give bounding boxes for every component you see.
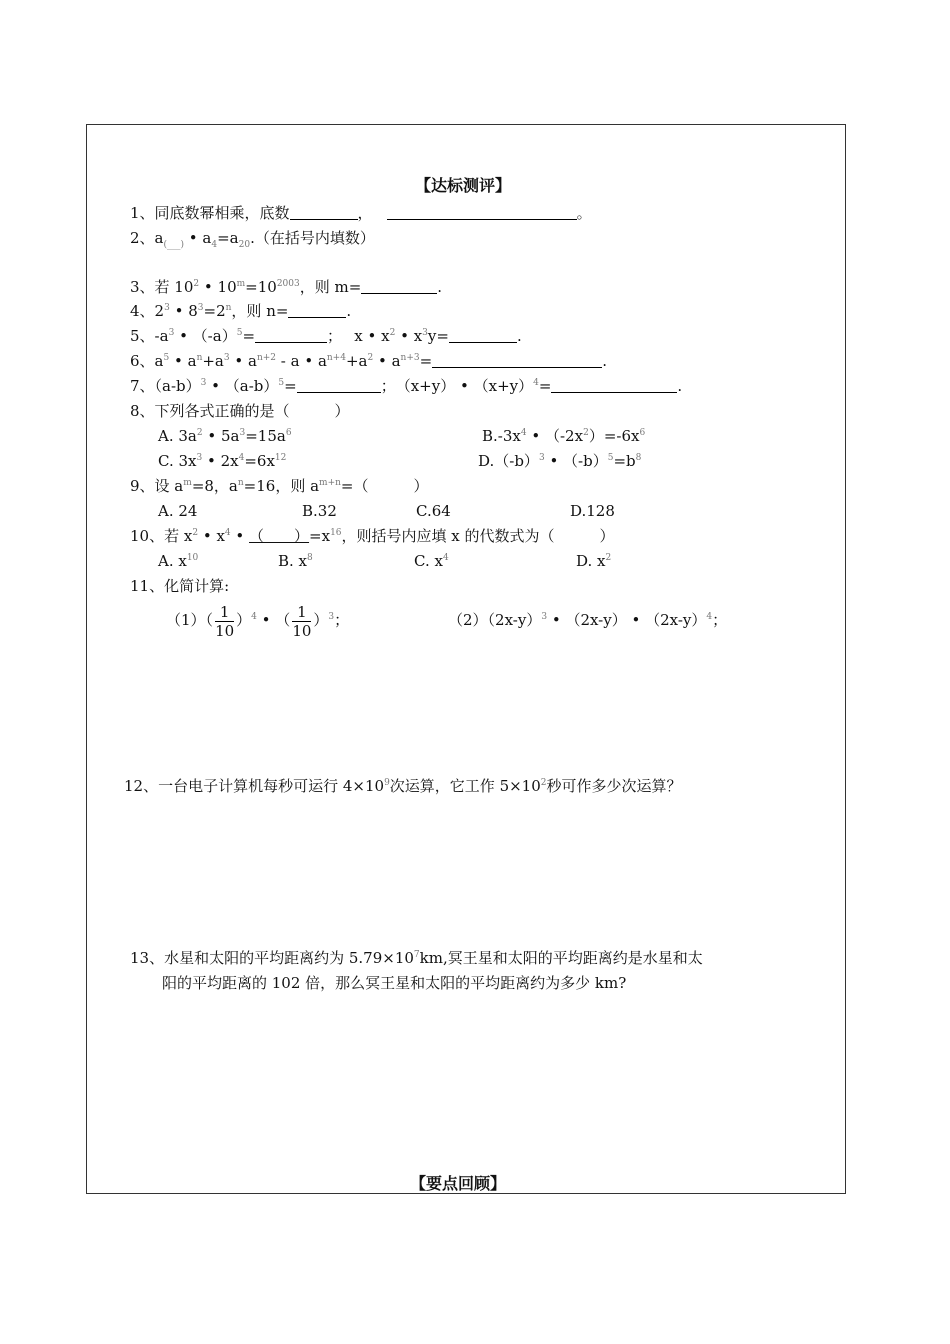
answer-blank[interactable] bbox=[387, 204, 577, 220]
question-3: 3、若 $10^2$ • $10^m=10^{2003}$，则 m= . bbox=[130, 278, 443, 296]
question-6: 6、$a^5$ • $a^n+a^3$ • $a^{n+2}$ - a • $a^{n+4}+a^2$ • $a^{n+3}=$ . bbox=[130, 352, 607, 370]
answer-blank[interactable]: （ ） bbox=[249, 527, 310, 545]
option-10c[interactable]: C. $x^4$ bbox=[414, 552, 449, 570]
option-9c[interactable]: C.64 bbox=[416, 502, 451, 520]
question-4: 4、$2^3$ • $8^3=2^n$，则 n= . bbox=[130, 302, 352, 320]
option-9a[interactable]: A. 24 bbox=[158, 502, 198, 520]
question-11-stem: 11、化简计算: bbox=[130, 577, 230, 595]
answer-blank[interactable] bbox=[551, 377, 677, 393]
question-13-line-2: 阳的平均距离的 102 倍，那么冥王星和太阳的平均距离约为多少 km? bbox=[162, 974, 627, 992]
answer-blank[interactable] bbox=[432, 352, 602, 368]
option-8a[interactable]: A. $3a^2$ • $5a^3=15a^6$ bbox=[158, 427, 292, 445]
option-8d[interactable]: $D.(-b)^3$ • $(-b)^5=b^8$ bbox=[478, 452, 642, 470]
question-2: 2、$a_{(\_\_\_)}$ • $a_4=a_{20}$.（在括号内填数） bbox=[130, 229, 375, 250]
section-heading: 【达标测评】 bbox=[415, 176, 512, 195]
fraction: $\frac{1}{10}$ bbox=[215, 602, 235, 640]
question-9-stem: 9、设 $a^m=8$，$a^n=16$，则 $a^{m+n}=$（ ） bbox=[130, 477, 429, 495]
review-heading: 【要点回顾】 bbox=[410, 1174, 507, 1193]
question-13-line-1: 13、水星和太阳的平均距离约为 $5.79\times 10^7km$,冥王星和太阳的平均距离约是水星和太 bbox=[130, 949, 703, 967]
answer-blank[interactable] bbox=[290, 204, 358, 220]
answer-blank[interactable] bbox=[255, 327, 327, 343]
fraction: $\frac{1}{10}$ bbox=[292, 602, 312, 640]
answer-blank[interactable] bbox=[288, 302, 346, 318]
option-9b[interactable]: B.32 bbox=[302, 502, 337, 520]
answer-blank[interactable] bbox=[449, 327, 517, 343]
question-12: 12、一台电子计算机每秒可运行 $4\times 10^9$次运算，它工作 $5\times 10^2$秒可作多少次运算？ bbox=[124, 777, 682, 795]
question-11-part-1: （1）（ $\frac{1}{10}$ ）$^4$ • （ $\frac{1}{10}$ ）$^3$； bbox=[166, 602, 350, 640]
question-8-stem: 8、下列各式正确的是（ ） bbox=[130, 402, 350, 420]
question-5: 5、$-a^3$ • $(-a)^5=$ ； x • $x^2$ • $x^3y=$ . bbox=[130, 327, 522, 345]
option-8b[interactable]: $B.-3x^4$ • $(-2x^2)=-6x^6$ bbox=[482, 427, 646, 445]
option-9d[interactable]: D.128 bbox=[570, 502, 615, 520]
option-10d[interactable]: D. $x^2$ bbox=[576, 552, 612, 570]
option-10b[interactable]: B. $x^8$ bbox=[278, 552, 313, 570]
answer-blank[interactable] bbox=[297, 377, 381, 393]
question-11-part-2: $(2)(2x-y)^3$ • （2x-y） • $(2x-y)^4$； bbox=[448, 611, 728, 629]
answer-blank[interactable] bbox=[361, 278, 437, 294]
question-10-stem: 10、若 $x^2$ • $x^4$ • （ ）$=x^{16}$，则括号内应填 x 的代数式为（ ） bbox=[130, 527, 615, 545]
option-8c[interactable]: C. $3x^3$ • $2x^4=6x^{12}$ bbox=[158, 452, 287, 470]
question-7: 7、$(a-b)^3$ • $(a-b)^5=$ ； （x+y） • $(x+y)^4=$ . bbox=[130, 377, 683, 395]
option-10a[interactable]: A. $x^{10}$ bbox=[158, 552, 199, 570]
question-1: 1、同底数幂相乘，底数 ， 。 bbox=[130, 204, 592, 222]
